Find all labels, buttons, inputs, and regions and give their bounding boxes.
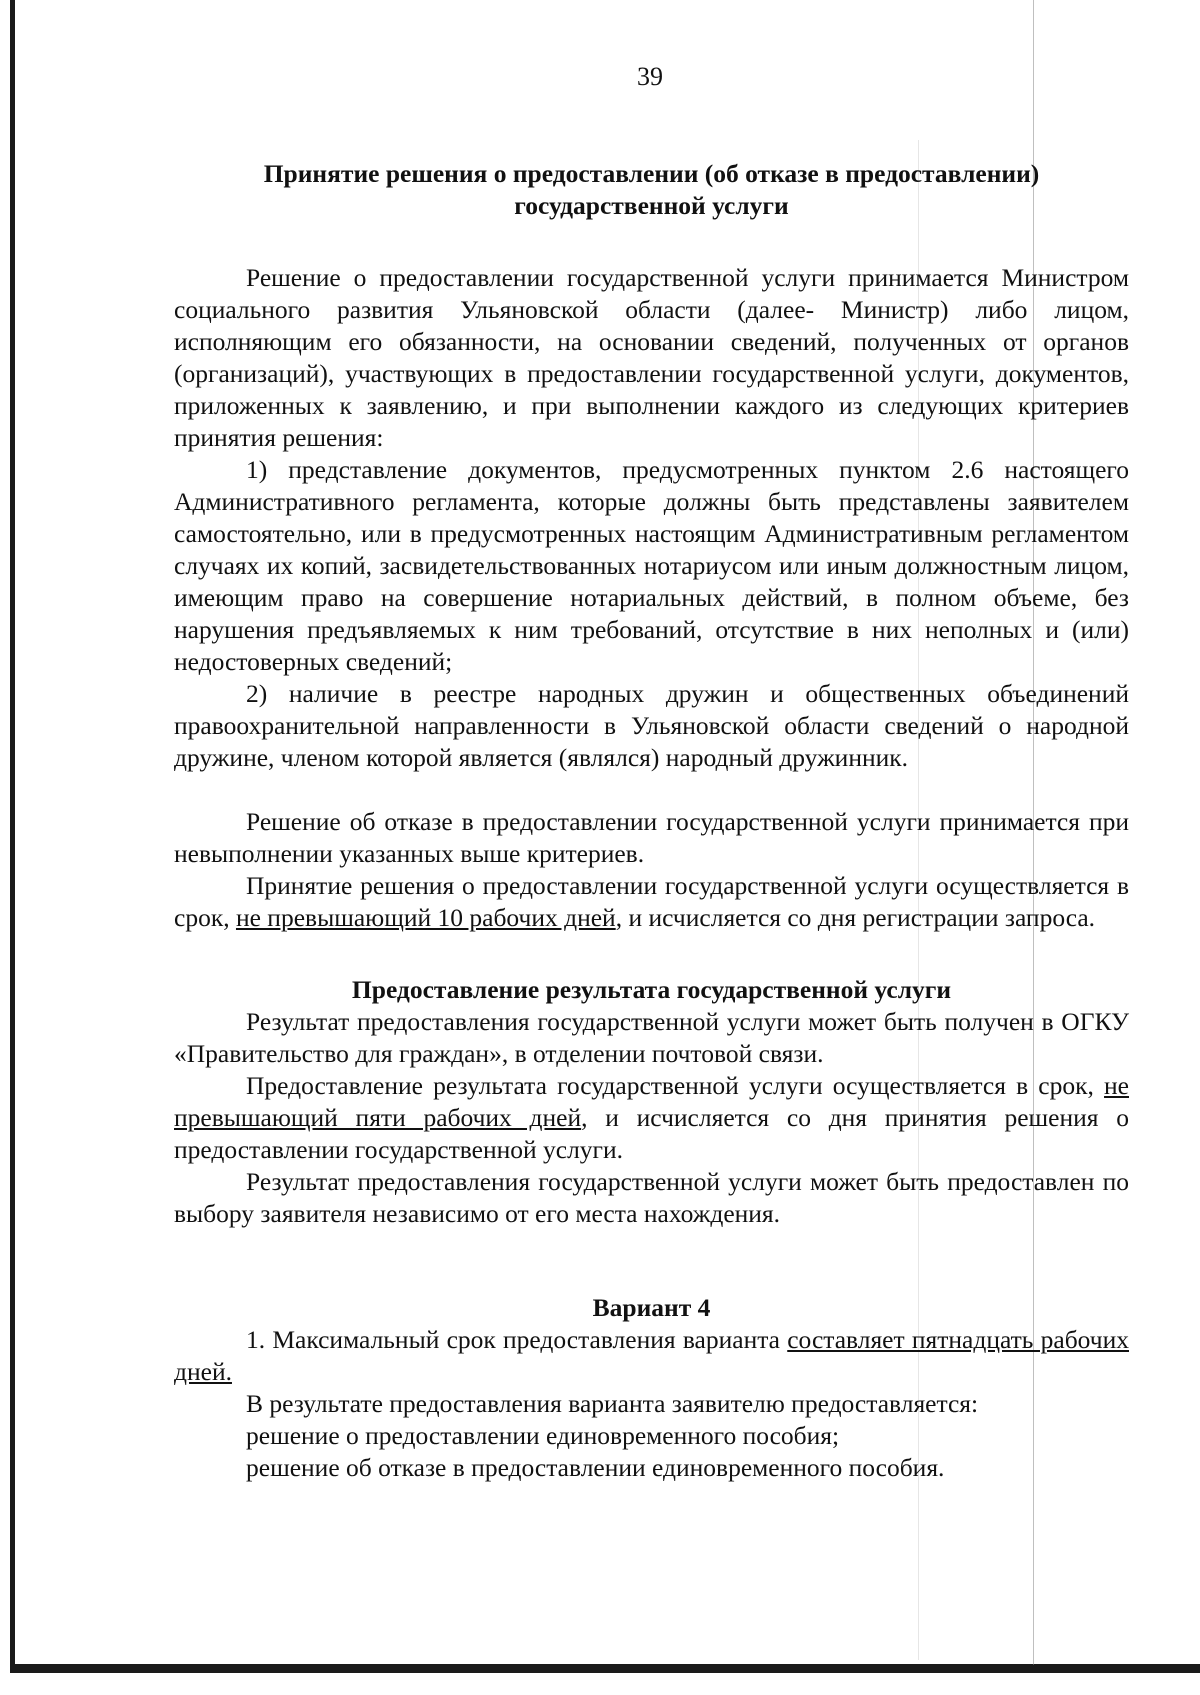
list-item-approval: решение о предоставлении единовременного пособия; [246, 1421, 840, 1450]
spacer [174, 222, 1129, 262]
heading-line-2: государственной услуги [514, 191, 789, 220]
scan-left-edge [10, 0, 15, 1672]
paragraph-variant-term: 1. Максимальный срок предоставления варианта составляет пятнадцать рабочих дней. [174, 1325, 1129, 1386]
section-result [174, 974, 1129, 1230]
spacer [174, 774, 1129, 806]
underlined-term: составляет пятнадцать рабочих дней. [174, 1325, 1129, 1386]
spacer [174, 934, 1129, 974]
underlined-term: не превышающий 10 рабочих дней [235, 903, 616, 932]
scan-bottom-edge [10, 1664, 1200, 1673]
paragraph-criterion-1: 1) представление документов, предусмотренных пунктом 2.6 настоящего Административного регламента, которые должны быть представлены заявителем самостоятельно, или в предусмотренных настоящим Административным регламентом случаях их копий, засвидетельствованных нотариусом или иным должностным лицом, имеющим право на совершение нотариальных действий, в полном объеме, без нарушения предъявляемых к ним требований, отсутствие в них неполных и (или) недостоверных сведений; [174, 455, 1129, 676]
spacer [174, 1230, 1129, 1292]
underlined-term: не превышающий пяти рабочих дней [174, 1071, 1129, 1132]
section-heading-decision [174, 158, 1129, 222]
section-heading-variant-4: Вариант 4 [592, 1293, 711, 1322]
list-item-refusal: решение об отказе в предоставлении единовременного пособия. [246, 1453, 945, 1482]
heading-line-1: Принятие решения о предоставлении (об отказе в предоставлении) [263, 159, 1040, 188]
section-heading-result: Предоставление результата государственной услуги [351, 975, 952, 1004]
document-body [174, 158, 1129, 1484]
paragraph-decision-criteria: Решение о предоставлении государственной услуги принимается Министром социального развития Ульяновской области (далее- Министр) либо лицом, исполняющим его обязанности, на основании сведений, полученных от органов (организаций), участвующих в предоставлении государственной услуги, документов, приложенных к заявлению, и при выполнении каждого из следующих критериев принятия решения: [174, 263, 1129, 452]
paragraph-result-term: Предоставление результата государственной услуги осуществляется в срок, не превышающий пяти рабочих дней, и исчисляется со дня принятия решения о предоставлении государственной услуги. [174, 1071, 1129, 1164]
paragraph-variant-result: В результате предоставления варианта заявителю предоставляется: [246, 1389, 979, 1418]
page-number: 39 [637, 62, 663, 91]
paragraph-result-receipt: Результат предоставления государственной услуги может быть получен в ОГКУ «Правительство для граждан», в отделении почтовой связи. [174, 1007, 1129, 1068]
paragraph-criterion-2: 2) наличие в реестре народных дружин и общественных объединений правоохранительной направленности в Ульяновской области сведений о народной дружине, членом которой является (являлся) народный дружинник. [174, 679, 1129, 772]
section-decision [174, 158, 1129, 934]
paragraph-result-location: Результат предоставления государственной услуги может быть предоставлен по выбору заявителя независимо от его места нахождения. [174, 1167, 1129, 1228]
paragraph-decision-term: Принятие решения о предоставлении государственной услуги осуществляется в срок, не превышающий 10 рабочих дней, и исчисляется со дня регистрации запроса. [174, 871, 1129, 932]
section-variant-4 [174, 1292, 1129, 1484]
paragraph-refusal: Решение об отказе в предоставлении государственной услуги принимается при невыполнении указанных выше критериев. [174, 807, 1129, 868]
